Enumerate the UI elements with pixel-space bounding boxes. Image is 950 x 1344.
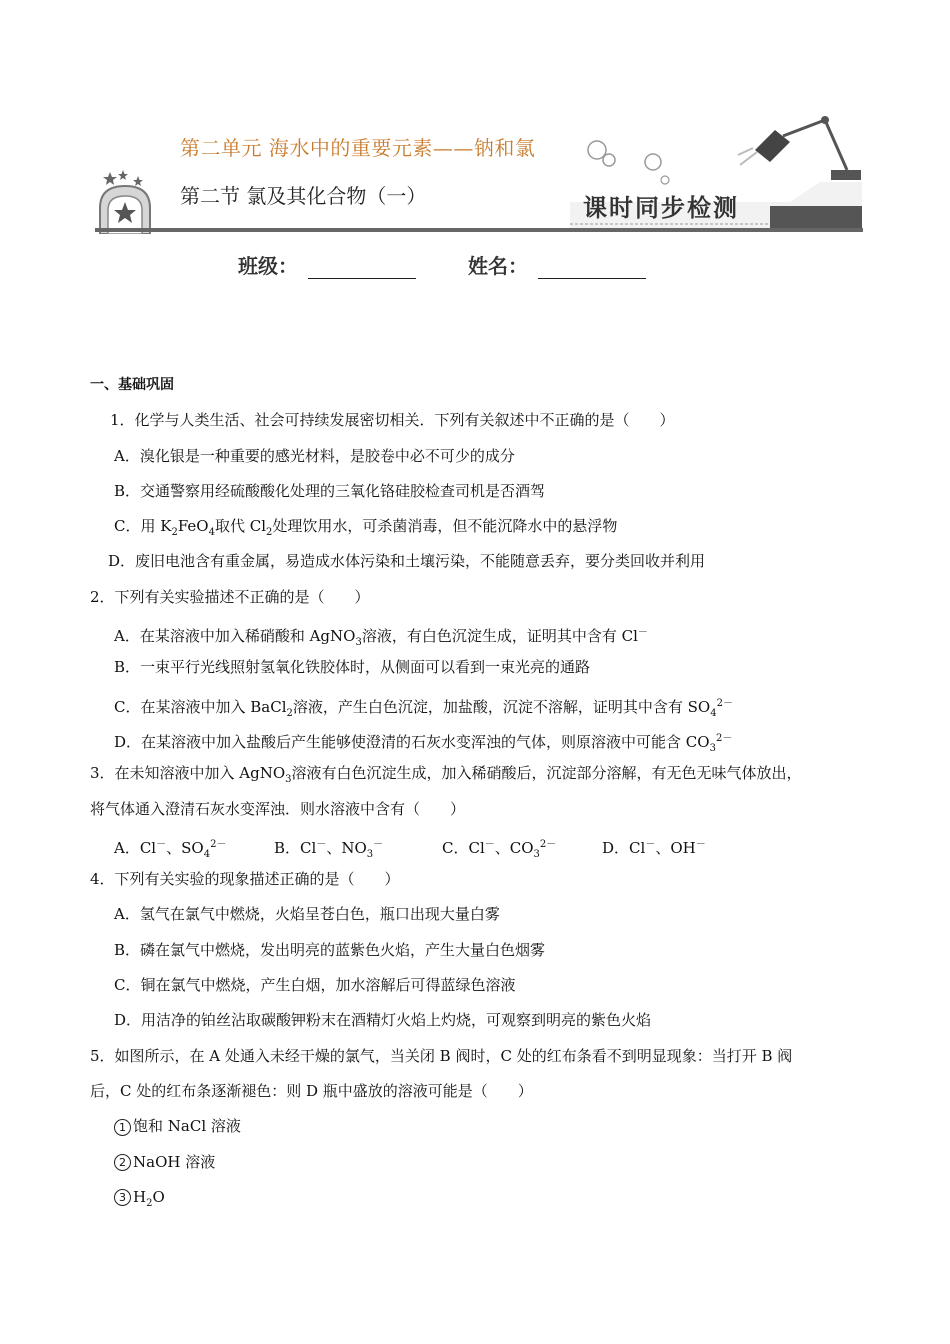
name-field bbox=[468, 250, 646, 279]
q1-stem: 1．化学与人类生活、社会可持续发展密切相关．下列有关叙述中不正确的是（ ） bbox=[110, 411, 675, 430]
q1-option-c: C．用 $K_2FeO_4$取代 $Cl_2$处理饮用水，可杀菌消毒，但不能沉降水中的悬浮物 bbox=[114, 517, 618, 539]
class-field bbox=[238, 250, 416, 279]
q2-option-a: A．在某溶液中加入稀硝酸和 AgNO$_3$溶液，有白色沉淀生成，证明其中含有 Cl－ bbox=[114, 627, 648, 649]
q3-option-a: A．Cl－、$SO_4^{2-}$ bbox=[114, 838, 227, 860]
name-blank[interactable] bbox=[538, 258, 646, 279]
section-heading: 一、基础巩固 bbox=[90, 377, 174, 393]
circled-number: 1 bbox=[114, 1119, 131, 1136]
class-label: 班级： bbox=[238, 254, 298, 278]
class-blank[interactable] bbox=[308, 258, 416, 279]
q2-stem: 2．下列有关实验描述不正确的是（ ） bbox=[90, 587, 370, 606]
q3-stem-line2: 将气体通入澄清石灰水变浑浊．则水溶液中含有（ ） bbox=[90, 799, 466, 818]
q2-option-b: B．一束平行光线照射氢氧化铁胶体时，从侧面可以看到一束光亮的通路 bbox=[114, 658, 591, 677]
q5-option-1: 1 饱和 NaCl 溶液 bbox=[90, 1109, 880, 1144]
circled-number: 3 bbox=[114, 1189, 131, 1206]
q4-option-c: C．铜在氯气中燃烧，产生白烟，加水溶解后可得蓝绿色溶液 bbox=[114, 976, 516, 995]
desk-lamp-icon bbox=[735, 110, 865, 190]
unit-title: 第二单元 海水中的重要元素——钠和氯 bbox=[180, 136, 536, 160]
q1-option-d: D．废旧电池含有重金属，易造成水体污染和土壤污染，不能随意丢弃，要分类回收并利用 bbox=[108, 552, 706, 571]
q4-option-b: B．磷在氯气中燃烧，发出明亮的蓝紫色火焰，产生大量白色烟雾 bbox=[114, 940, 546, 959]
q5-stem-line1: 5．如图所示，在 A 处通入未经干燥的氯气，当关闭 B 阀时，C 处的红布条看不到明显现象：当打开 B 阀 bbox=[90, 1046, 793, 1065]
q3-option-d: D．Cl－、OH－ bbox=[602, 838, 706, 857]
name-label: 姓名： bbox=[468, 254, 528, 278]
circled-number: 2 bbox=[114, 1154, 131, 1171]
q3-options bbox=[90, 827, 880, 862]
star-badge-icon bbox=[95, 170, 155, 234]
q4-stem: 4．下列有关实验的现象描述正确的是（ ） bbox=[90, 870, 400, 889]
banner-text: 课时同步检测 bbox=[583, 194, 739, 222]
q2-option-c: C．在某溶液中加入 BaCl$_2$溶液，产生白色沉淀，加盐酸，沉淀不溶解，证明其中含有 $SO_4^{2-}$ bbox=[114, 697, 733, 719]
q3-option-b: B．Cl－、$NO_3^-$ bbox=[274, 838, 384, 860]
q5-option-2: 2 NaOH 溶液 bbox=[90, 1145, 880, 1180]
q4-option-d: D．用洁净的铂丝沾取碳酸钾粉末在酒精灯火焰上灼烧，可观察到明亮的紫色火焰 bbox=[114, 1011, 652, 1030]
section-title: 第二节 氯及其化合物（一） bbox=[180, 184, 427, 208]
header-divider bbox=[95, 228, 863, 232]
q1-option-a: A．溴化银是一种重要的感光材料，是胶卷中必不可少的成分 bbox=[114, 446, 515, 465]
q5-stem-line2: 后，C 处的红布条逐渐褪色：则 D 瓶中盛放的溶液可能是（ ） bbox=[90, 1081, 533, 1100]
q2-option-d: D．在某溶液中加入盐酸后产生能够使澄清的石灰水变浑浊的气体，则原溶液中可能含 $CO_3^{2-}$ bbox=[114, 732, 733, 754]
q5-option-3: 3 $H_2O$ bbox=[90, 1180, 880, 1215]
worksheet-body bbox=[90, 368, 880, 1215]
q4-option-a: A．氢气在氯气中燃烧，火焰呈苍白色，瓶口出现大量白雾 bbox=[114, 905, 500, 924]
q3-option-c: C．Cl－、$CO_3^{2-}$ bbox=[442, 838, 557, 860]
page-header bbox=[95, 110, 865, 240]
q3-stem-line1: 3．在未知溶液中加入 AgNO$_3$溶液有白色沉淀生成，加入稀硝酸后，沉淀部分溶解，有无色无味气体放出， bbox=[90, 764, 802, 786]
q1-option-b: B．交通警察用经硫酸酸化处理的三氧化铬硅胶检查司机是否酒驾 bbox=[114, 481, 546, 500]
